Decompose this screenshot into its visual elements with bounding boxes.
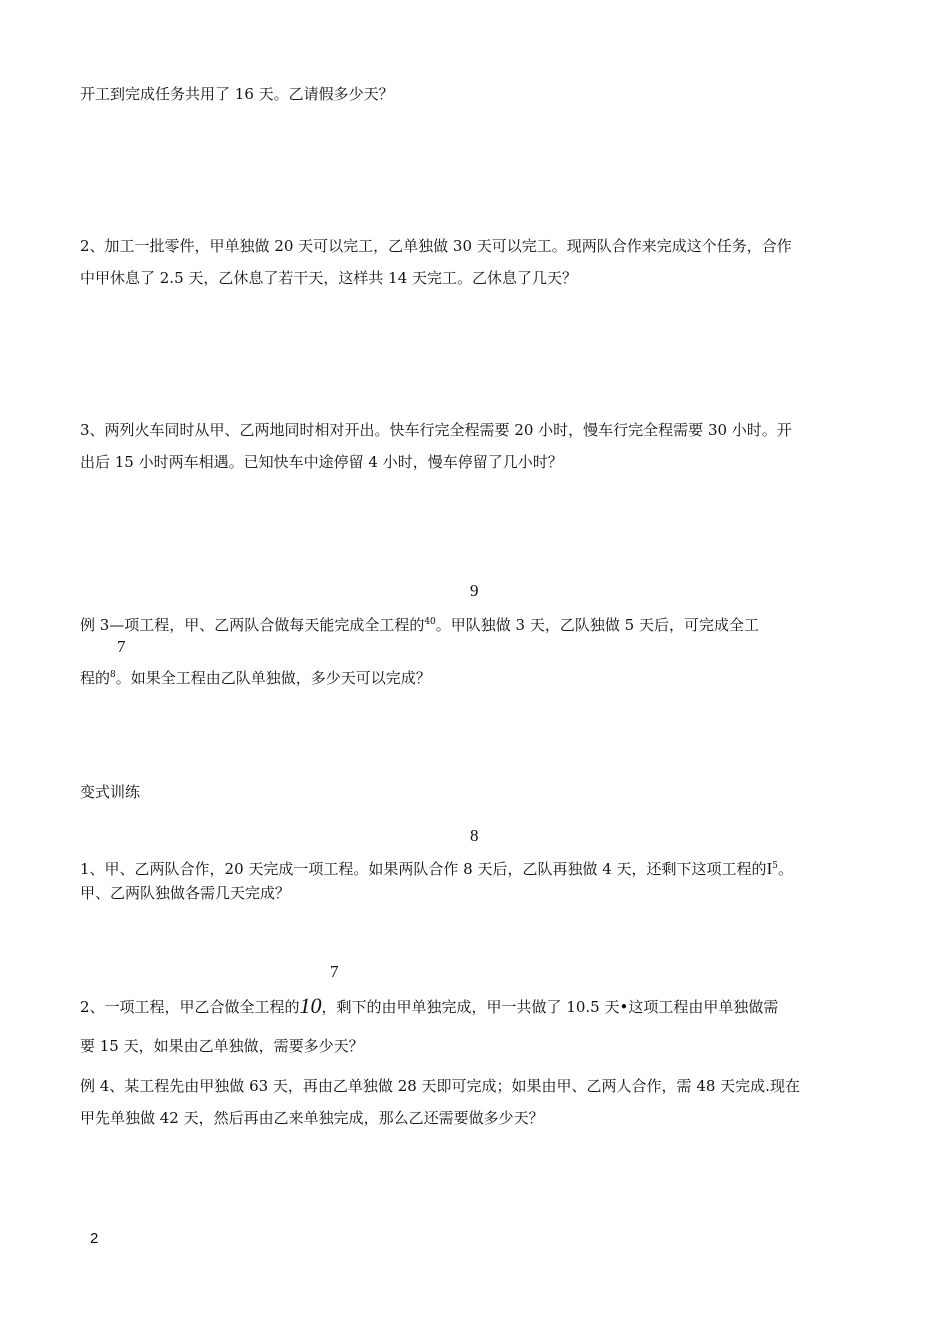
example-3-denominator-a: 40 <box>424 617 436 627</box>
variant-1-mark: I <box>766 859 773 878</box>
example-3-line-1-before: 例 3—项工程，甲、乙两队合做每天能完成全工程的 <box>80 616 425 634</box>
problem-3-line-1: 3、两列火车同时从甲、乙两地同时相对开出。快车行完全程需要 20 小时，慢车行完全程需要 30 小时。开 <box>80 421 792 439</box>
example-3-numerator-a: 9 <box>470 581 479 600</box>
variant-1-line-1-after: 。 <box>777 860 793 878</box>
example-3-denominator-b: 8 <box>110 670 116 680</box>
example-3-line-1-after: 。甲队独做 3 天，乙队独做 5 天后，可完成全工 <box>435 616 759 634</box>
problem-2-line-2: 中甲休息了 2.5 天，乙休息了若干天，这样共 14 天完工。乙休息了几天？ <box>80 269 578 287</box>
variant-1-line-1-before: 1、甲、乙两队合作，20 天完成一项工程。如果两队合作 8 天后，乙队再独做 4 天，还剩下这项工程的 <box>80 860 767 878</box>
variant-2-numerator: 7 <box>330 962 339 981</box>
example-3-line-1 <box>80 612 759 635</box>
problem-3-line-2: 出后 15 小时两车相遇。已知快车中途停留 4 小时，慢车停留了几小时？ <box>80 453 563 471</box>
variant-1-denominator: 5 <box>772 861 778 871</box>
page-number: 2 <box>90 1230 99 1247</box>
intro-tail-text: 开工到完成任务共用了 16 天。乙请假多少天？ <box>80 85 394 103</box>
variant-2-line-1 <box>80 993 779 1018</box>
variant-1-line-1 <box>80 856 793 879</box>
example-3-line-2-before: 程的 <box>80 669 111 687</box>
example-4-line-2: 甲先单独做 42 天，然后再由乙来单独完成，那么乙还需要做多少天？ <box>80 1109 544 1127</box>
problem-2-line-1: 2、加工一批零件，甲单独做 20 天可以完工，乙单独做 30 天可以完工。现两队合作来完成这个任务，合作 <box>80 237 792 255</box>
variant-1-numerator: 8 <box>470 826 479 845</box>
example-4-line-1: 例 4、某工程先由甲独做 63 天，再由乙单独做 28 天即可完成；如果由甲、乙两人合作，需 48 天完成.现在 <box>80 1077 800 1095</box>
variant-1-line-2: 甲、乙两队独做各需几天完成？ <box>80 884 291 902</box>
variant-2-denominator: 10 <box>299 993 322 1018</box>
variant-2-line-2: 要 15 天，如果由乙单独做，需要多少天？ <box>80 1037 364 1055</box>
variant-2-line-1-before: 2、一项工程，甲乙合做全工程的 <box>80 998 300 1016</box>
example-3-numerator-b: 7 <box>117 637 126 656</box>
example-3-line-2 <box>80 665 431 688</box>
variant-2-line-1-after: ，剩下的由甲单独完成，甲一共做了 10.5 天•这项工程由甲单独做需 <box>321 998 779 1016</box>
variant-training-heading: 变式训练 <box>80 783 141 801</box>
example-3-line-2-after: 。如果全工程由乙队单独做，多少天可以完成？ <box>115 669 431 687</box>
